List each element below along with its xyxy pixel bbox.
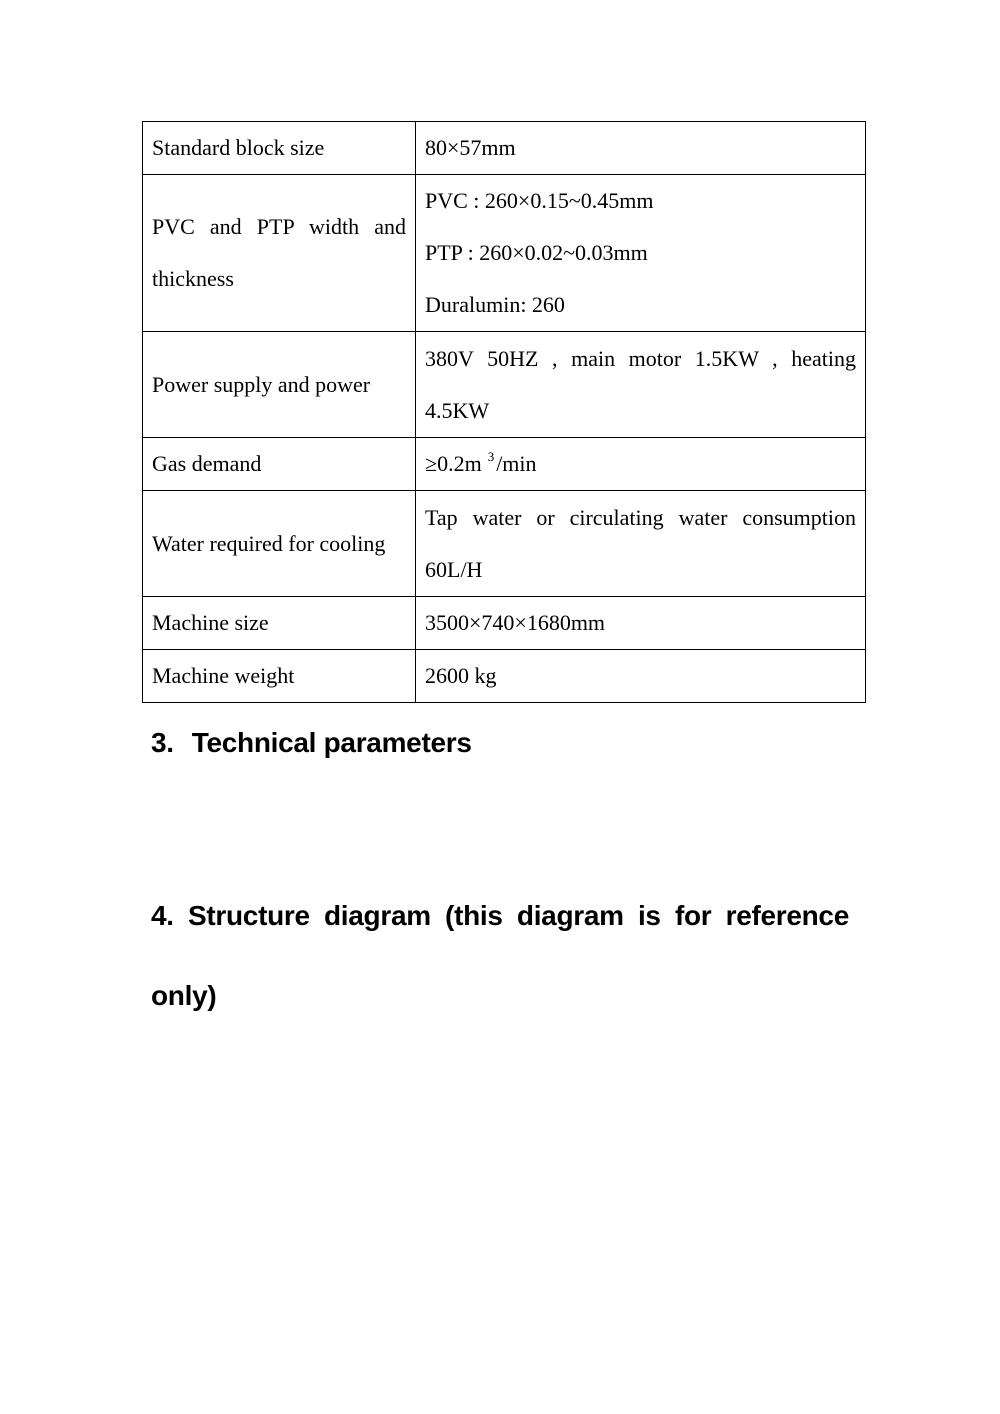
gas-value-superscript: 3 — [487, 448, 495, 464]
table-row — [143, 491, 866, 597]
table-row — [143, 438, 866, 491]
table-row — [143, 650, 866, 703]
section-number: 4. — [151, 900, 174, 931]
param-label: Power supply and power — [143, 332, 416, 438]
param-label: PVC and PTP width and thickness — [143, 175, 416, 332]
gas-value-prefix: ≥0.2m — [425, 451, 482, 476]
table-row — [143, 597, 866, 650]
param-value-cell — [416, 438, 866, 491]
param-value-line: PVC : 260×0.15~0.45mm — [425, 188, 654, 213]
spec-table — [142, 121, 866, 703]
param-value: 2600 kg — [416, 650, 866, 703]
param-value: Tap water or circulating water consumption 60L/H — [416, 491, 866, 597]
table-row — [143, 332, 866, 438]
section-heading-structure-diagram — [151, 876, 849, 1036]
param-label: Water required for cooling — [143, 491, 416, 597]
param-value: 380V 50HZ , main motor 1.5KW , heating 4.5KW — [416, 332, 866, 438]
param-label: Gas demand — [143, 438, 416, 491]
param-value-cell — [416, 175, 866, 332]
param-label: Standard block size — [143, 122, 416, 175]
table-row — [143, 175, 866, 332]
param-label: Machine weight — [143, 650, 416, 703]
table-row — [143, 122, 866, 175]
section-title: Structure diagram (this diagram is for reference only) — [151, 900, 849, 1011]
param-value: 80×57mm — [416, 122, 866, 175]
section-number: 3. — [151, 727, 174, 758]
param-value-line: Duralumin: 260 — [425, 292, 565, 317]
section-heading-technical-parameters — [151, 727, 472, 759]
param-value: 3500×740×1680mm — [416, 597, 866, 650]
param-label: Machine size — [143, 597, 416, 650]
gas-value-suffix: /min — [496, 451, 537, 476]
param-value-line: PTP : 260×0.02~0.03mm — [425, 240, 648, 265]
section-title: Technical parameters — [191, 727, 472, 758]
